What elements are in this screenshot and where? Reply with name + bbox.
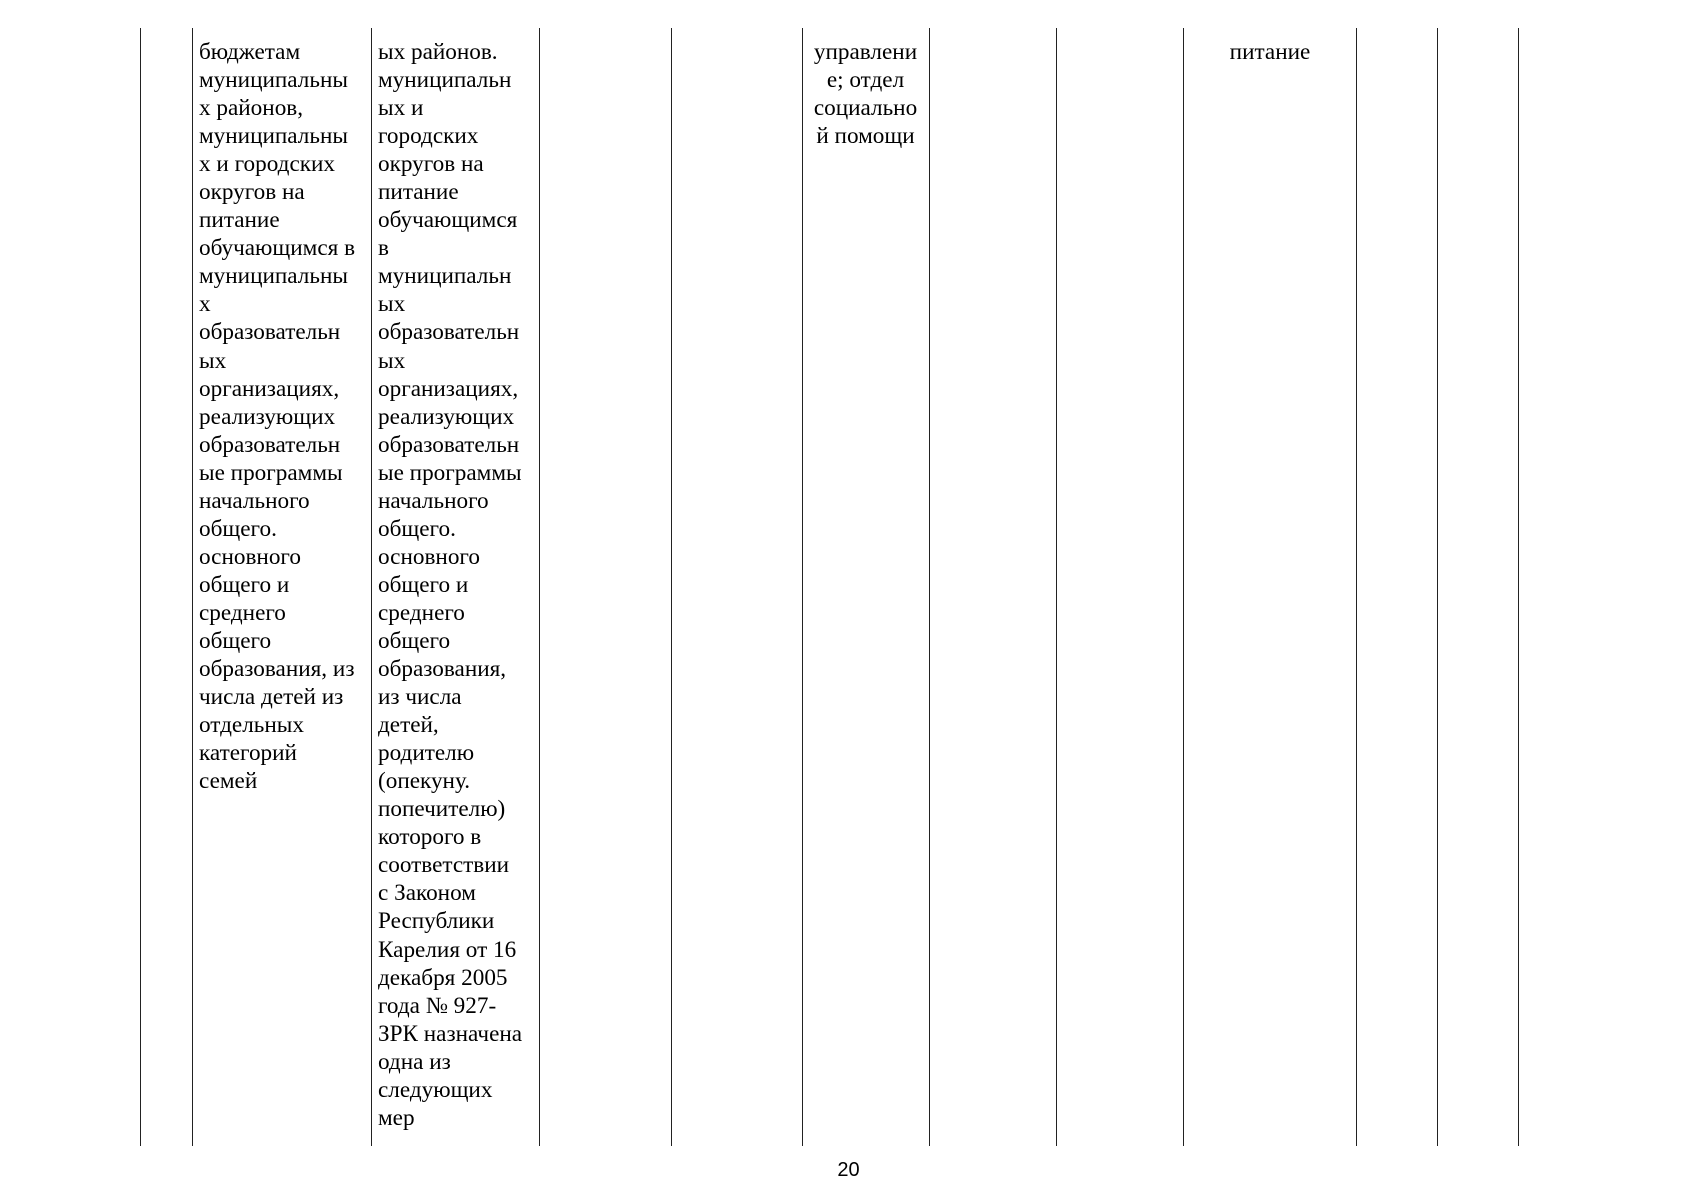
table-column-border: [802, 28, 803, 1146]
table-cell-expense-type: питание: [1229, 39, 1311, 65]
table-column-border: [1056, 28, 1057, 1146]
table-column-border: [1356, 28, 1357, 1146]
table-column-border: [1518, 28, 1519, 1146]
table-column-border: [371, 28, 372, 1146]
table-column-border: [1437, 28, 1438, 1146]
table-column-border: [192, 28, 193, 1146]
table-column-border: [929, 28, 930, 1146]
table-column-border: [140, 28, 141, 1146]
table-column-border: [1183, 28, 1184, 1146]
page-number: 20: [837, 1159, 860, 1181]
table-cell-department: управлени е; отдел социально й помощи: [813, 39, 918, 150]
table-cell-purpose: ых районов. муниципальн ых и городских округов на питание обучающимся в муниципальн ых образовательн ых организациях, реализующих образовательн ые программы начального общего. основного общего и среднего общего образования, из числа детей, родителю (опекуну. попечителю) которого в соответствии с Законом Республики Карелия от 16 декабря 2005 года № 927- ЗРК назначена одна из следующих мер: [378, 39, 523, 1131]
table-column-border: [539, 28, 540, 1146]
table-cell-recipients: бюджетам муниципальны х районов, муниципальны х и городских округов на питание обучающимся в муниципальны х образовательн ых организациях, реализующих образовательн ые программы начального общего. основного общего и среднего общего образования, из числа детей из отдельных категорий семей: [199, 39, 356, 795]
table-column-border: [671, 28, 672, 1146]
